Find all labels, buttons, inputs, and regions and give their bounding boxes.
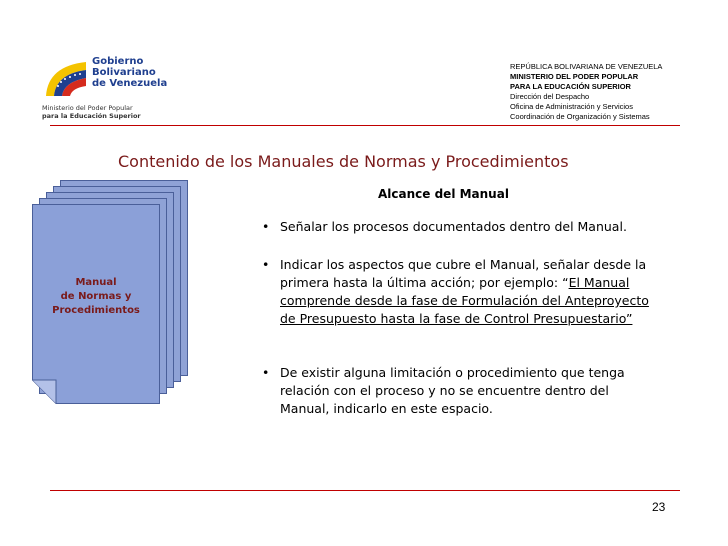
bullet-2-example: El Manual comprende desde la fase de Formulación del Anteproyecto de Presupuesto hasta la fase de Control Presupuestario” <box>280 275 649 326</box>
header-info <box>510 62 662 122</box>
manual-stack <box>0 0 200 420</box>
logo-line1: Gobierno <box>92 56 144 67</box>
bullet-item <box>258 218 658 236</box>
bullet-1-text: Señalar los procesos documentados dentro del Manual. <box>280 219 627 234</box>
header-line3: PARA LA EDUCACIÓN SUPERIOR <box>510 82 631 91</box>
footer-divider <box>50 490 680 491</box>
bullet-dot-icon: • <box>262 257 270 272</box>
logo-sub2: para la Educación Superior <box>42 112 141 120</box>
bullet-dot-icon: • <box>262 365 270 380</box>
header-line5: Oficina de Administración y Servicios <box>510 102 633 111</box>
header-line2: MINISTERIO DEL PODER POPULAR <box>510 72 639 81</box>
stack-line1: Manual <box>75 277 117 288</box>
bullet-item <box>258 256 658 328</box>
page-title: Contenido de los Manuales de Normas y Procedimientos <box>118 152 569 171</box>
bullet-list <box>258 218 658 418</box>
stack-line2: de Normas y <box>60 291 132 302</box>
header-line6: Coordinación de Organización y Sistemas <box>510 112 650 121</box>
header-line4: Dirección del Despacho <box>510 92 590 101</box>
section-subtitle: Alcance del Manual <box>378 187 509 201</box>
bullet-dot-icon: • <box>262 219 270 234</box>
bullet-3-text: De existir alguna limitación o procedimiento que tenga relación con el proceso y no se encuentre dentro del Manual, indicarlo en este espacio. <box>280 365 625 416</box>
manual-stack-label <box>34 276 158 318</box>
bullet-2-text: Indicar los aspectos que cubre el Manual, señalar desde la primera hasta la última acción; por ejemplo: “ <box>280 257 647 290</box>
header-line1: REPÚBLICA BOLIVARIANA DE VENEZUELA <box>510 62 663 71</box>
logo-sub1: Ministerio del Poder Popular <box>42 104 133 112</box>
page-number: 23 <box>652 500 666 514</box>
logo-line3: de Venezuela <box>92 78 168 89</box>
bullet-item <box>258 364 658 418</box>
stack-line3: Procedimientos <box>52 305 140 316</box>
logo-line2: Bolivariano <box>92 67 156 78</box>
